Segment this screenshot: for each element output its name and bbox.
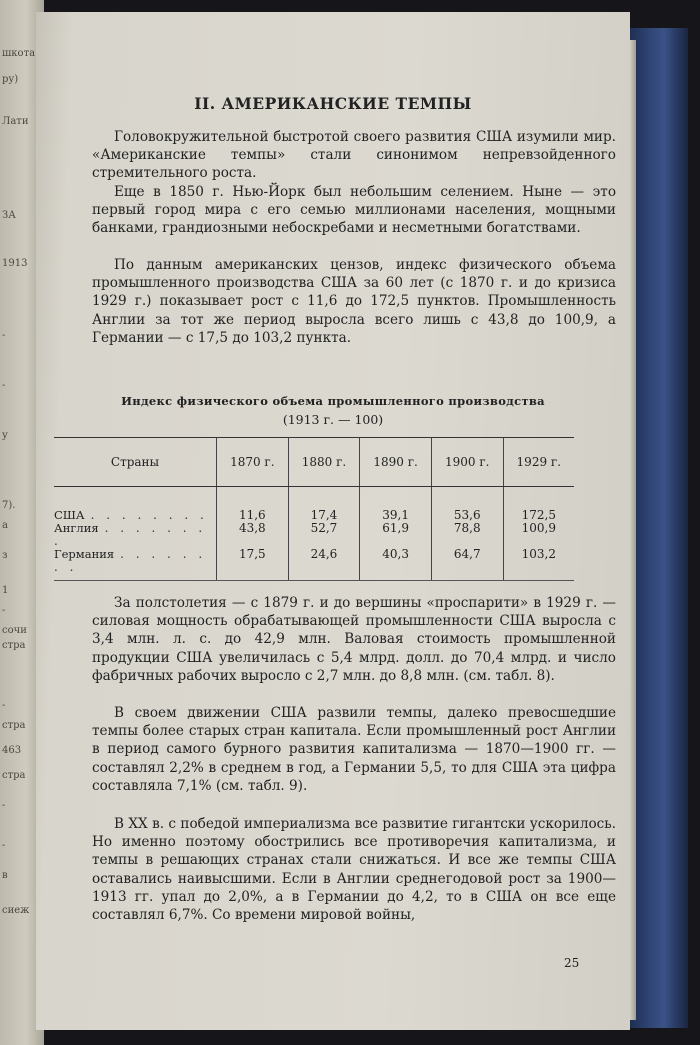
- header-year: 1900 г.: [431, 438, 503, 487]
- table-row: [54, 548, 574, 581]
- paragraph: В XX в. с победой империализма все развитие гигантски ускорилось. Но именно поэтому обострились все противоречия капитализма, и темпы в решающих странах стали снижаться. И все же темпы США оставались наивысшими. Если в Англии среднегодовой рост за 1900—1913 гг. упал до 2,0%, а в Германии до 4,2, то в США он все еще составлял 6,7%. Со времени мировой войны,: [92, 816, 616, 924]
- index-table: [54, 437, 574, 581]
- paragraph: Еще в 1850 г. Нью-Йорк был небольшим селением. Ныне — это первый город мира с его семью миллионами населения, мощными банками, грандиозными небоскребами и несметными богатствами.: [92, 184, 616, 237]
- left-page-fragment: сиеж: [2, 905, 30, 916]
- page-number: 25: [564, 956, 580, 970]
- table-cell: 43,8: [217, 522, 289, 548]
- table-cell: 61,9: [360, 522, 432, 548]
- table-cell: 172,5: [503, 509, 574, 522]
- table-cell: 17,5: [217, 548, 289, 581]
- left-page-fragment: стра: [2, 720, 26, 731]
- table-cell: 17,4: [288, 509, 360, 522]
- header-year: 1880 г.: [288, 438, 360, 487]
- paragraph: В своем движении США развили темпы, далеко превосшедшие темпы более старых стран капитала. Если промышленный рост Англии в период самого бурного развития капитализма — 1870—1900 гг. — составлял 2,2% в среднем в год, а Германии 5,5, то для США эта цифра составляла 7,1% (см. табл. 9).: [92, 705, 616, 794]
- paragraph: Головокружительной быстротой своего развития США изумили мир. «Американские темпы» стали синонимом непревзойденного стремительного роста.: [92, 129, 616, 182]
- left-page-fragment: -: [2, 800, 6, 811]
- section-title: II. АМЕРИКАНСКИЕ ТЕМПЫ: [194, 94, 472, 113]
- table-cell: 78,8: [431, 522, 503, 548]
- left-page-fragment: 463: [2, 745, 22, 756]
- table-header-row: [54, 438, 574, 487]
- left-page-fragment: ру): [2, 74, 19, 85]
- leader-dots: . . . . . . . .: [54, 521, 207, 548]
- left-page-fragment: сочи: [2, 625, 27, 636]
- table-cell: 39,1: [360, 509, 432, 522]
- left-page-fragment: -: [2, 700, 6, 711]
- left-page-fragment: 1913: [2, 258, 28, 269]
- leader-dots: . . . . . . . .: [90, 508, 208, 522]
- header-countries: Страны: [54, 438, 217, 487]
- left-page-fragment: -: [2, 840, 6, 851]
- left-page-fragment: в: [2, 870, 8, 881]
- table-cell: 53,6: [431, 509, 503, 522]
- paragraph: За полстолетия — с 1879 г. и до вершины «проспарити» в 1929 г. — силовая мощность обрабатывающей промышленности США выросла с 3,4 млн. л. с. до 42,9 млн. Валовая стоимость промышленной продукции США увеличилась с 5,4 млрд. долл. до 70,4 млрд. и число фабричных рабочих выросло с 2,7 млн. до 8,8 млн. (см. табл. 8).: [92, 595, 616, 684]
- header-year: 1929 г.: [503, 438, 574, 487]
- left-page-fragment: -: [2, 380, 6, 391]
- page-stack-edge: [630, 40, 636, 1020]
- left-page-fragment: -: [2, 330, 6, 341]
- table-cell: 11,6: [217, 509, 289, 522]
- table-cell: 64,7: [431, 548, 503, 581]
- table-note: (1913 г. — 100): [282, 412, 384, 427]
- table-cell: 52,7: [288, 522, 360, 548]
- leader-dots: . . . . . . . .: [54, 547, 207, 574]
- country-name: США: [54, 508, 85, 522]
- left-page-fragment: у: [2, 430, 8, 441]
- book-page: [36, 12, 630, 1030]
- left-page-fragment: а: [2, 520, 8, 531]
- left-page-fragment: з: [2, 550, 8, 561]
- header-year: 1890 г.: [360, 438, 432, 487]
- table-cell: 103,2: [503, 548, 574, 581]
- left-page-fragment: ЗА: [2, 210, 16, 221]
- table-cell: 40,3: [360, 548, 432, 581]
- left-page-fragment: стра: [2, 640, 26, 651]
- country-name: Германия: [54, 547, 115, 561]
- left-page-fragment: 7).: [2, 500, 16, 511]
- header-year: 1870 г.: [217, 438, 289, 487]
- left-page-fragment: Лати: [2, 116, 29, 127]
- book-cover-edge: [628, 28, 688, 1028]
- left-page-fragment: стра: [2, 770, 26, 781]
- left-page-fragment: шкота: [2, 48, 36, 59]
- left-page-fragment: 1: [2, 585, 9, 596]
- table-row: [54, 522, 574, 548]
- table-cell: 100,9: [503, 522, 574, 548]
- left-page-fragment: -: [2, 605, 6, 616]
- table-title: Индекс физического объема промышленного производства: [121, 394, 545, 408]
- table-cell: 24,6: [288, 548, 360, 581]
- paragraph: По данным американских цензов, индекс физического объема промышленного производства США за 60 лет (с 1870 г. и до кризиса 1929 г.) показывает рост с 11,6 до 172,5 пунктов. Промышленность Англии за тот же период выросла всего лишь с 43,8 до 100,9, а Германии — с 17,5 до 103,2 пункта.: [92, 257, 616, 346]
- country-name: Англия: [54, 521, 99, 535]
